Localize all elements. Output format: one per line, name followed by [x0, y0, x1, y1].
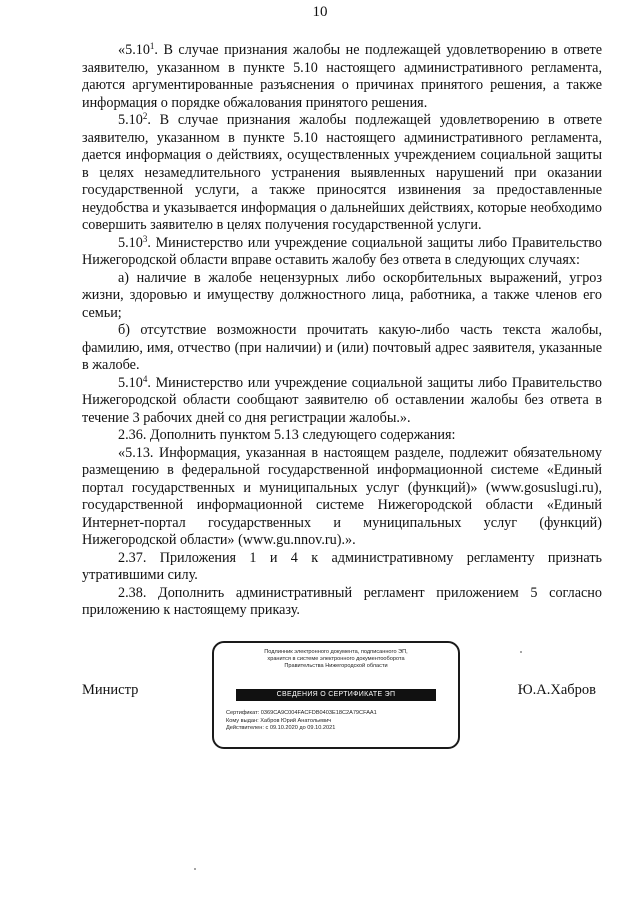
stamp-details: [226, 710, 377, 733]
paragraph-5-10-1: «5.10$^1$. В случае признания жалобы не подлежащей удовлетворению в ответе заявителю, указанном в пункте 5.10 настоящего административного регламента, даются аргументированные разъяснения о причинах принятого решения, а также информация о порядке обжалования принятого решения.: [82, 41, 602, 111]
stamp-note-line: Подлинник электронного документа, подписанного ЭП,: [264, 649, 408, 655]
paragraph-5-10-2: 5.10$^2$. В случае признания жалобы подлежащей удовлетворению в ответе заявителю, указанном в пункте 5.10 настоящего административного регламента, дается информация о действиях, осуществленных учреждением социальной защиты в целях незамедлительного устранения выявленных нарушений при оказании государственной услуги, а также приносятся извинения за предоставленные неудобства и указывается информация о дальнейших действиях, которые необходимо совершить заявителю в целях получения государственной услуги.: [82, 111, 602, 233]
electronic-signature-stamp: [212, 641, 460, 749]
paragraph-5-10-3: 5.10$^3$. Министерство или учреждение социальной защиты либо Правительство Нижегородской области вправе оставить жалобу без ответа в следующих случаях:: [82, 233, 602, 268]
paragraph-2-37: 2.37. Приложения 1 и 4 к административному регламенту признать утратившими силу.: [82, 549, 602, 583]
scan-speck: [520, 651, 522, 653]
stamp-owner: Кому выдан: Хабров Юрий Анатольевич: [226, 717, 332, 724]
stamp-note-line: Правительства Нижегородской области: [284, 663, 388, 670]
stamp-header: СВЕДЕНИЯ О СЕРТИФИКАТЕ ЭП: [236, 689, 436, 701]
paragraph-5-13: «5.13. Информация, указанная в настоящем разделе, подлежит обязательному размещению в федеральной государственной информационной системе «Единый портал государственных и муниципальных услуг (функций)» (www.gosuslugi.ru), государственной информационной системе Нижегородской области «Единый Интернет-портал государственных и муниципальных услуг (функций) Нижегородской области» (www.gu.nnov.ru).».: [82, 444, 602, 548]
signer-name: Ю.А.Хабров: [517, 682, 596, 698]
paragraph-item-b: б) отсутствие возможности прочитать какую-либо часть текста жалобы, фамилию, имя, отчество (при наличии) и (или) почтовый адрес заявителя, указанные в жалобе.: [82, 322, 602, 373]
paragraph-item-a: а) наличие в жалобе нецензурных либо оскорбительных выражений, угроз жизни, здоровью и имуществу должностного лица, работника, а также членов его семьи;: [82, 269, 602, 321]
page-number: 10: [312, 4, 328, 20]
paragraph-2-38: 2.38. Дополнить административный регламент приложением 5 согласно приложению к настоящему приказу.: [82, 584, 602, 618]
signer-title: Министр: [82, 682, 139, 698]
stamp-note: [224, 649, 448, 671]
paragraph-2-36: 2.36. Дополнить пунктом 5.13 следующего содержания:: [118, 427, 456, 443]
scan-speck: [194, 868, 196, 870]
stamp-certificate: Сертификат: 0369CA9C004FACFDB0403E18C2A79CFAA1: [226, 710, 377, 716]
paragraph-5-10-4: 5.10$^4$. Министерство или учреждение социальной защиты либо Правительство Нижегородской области сообщают заявителю об оставлении жалобы без ответа в течение 3 рабочих дней со дня регистрации жалобы.».: [82, 373, 602, 426]
stamp-validity: Действителен: с 09.10.2020 до 09.10.2021: [226, 725, 336, 732]
stamp-note-line: хранится в системе электронного документооборота: [267, 656, 405, 663]
document-body: [82, 42, 602, 620]
